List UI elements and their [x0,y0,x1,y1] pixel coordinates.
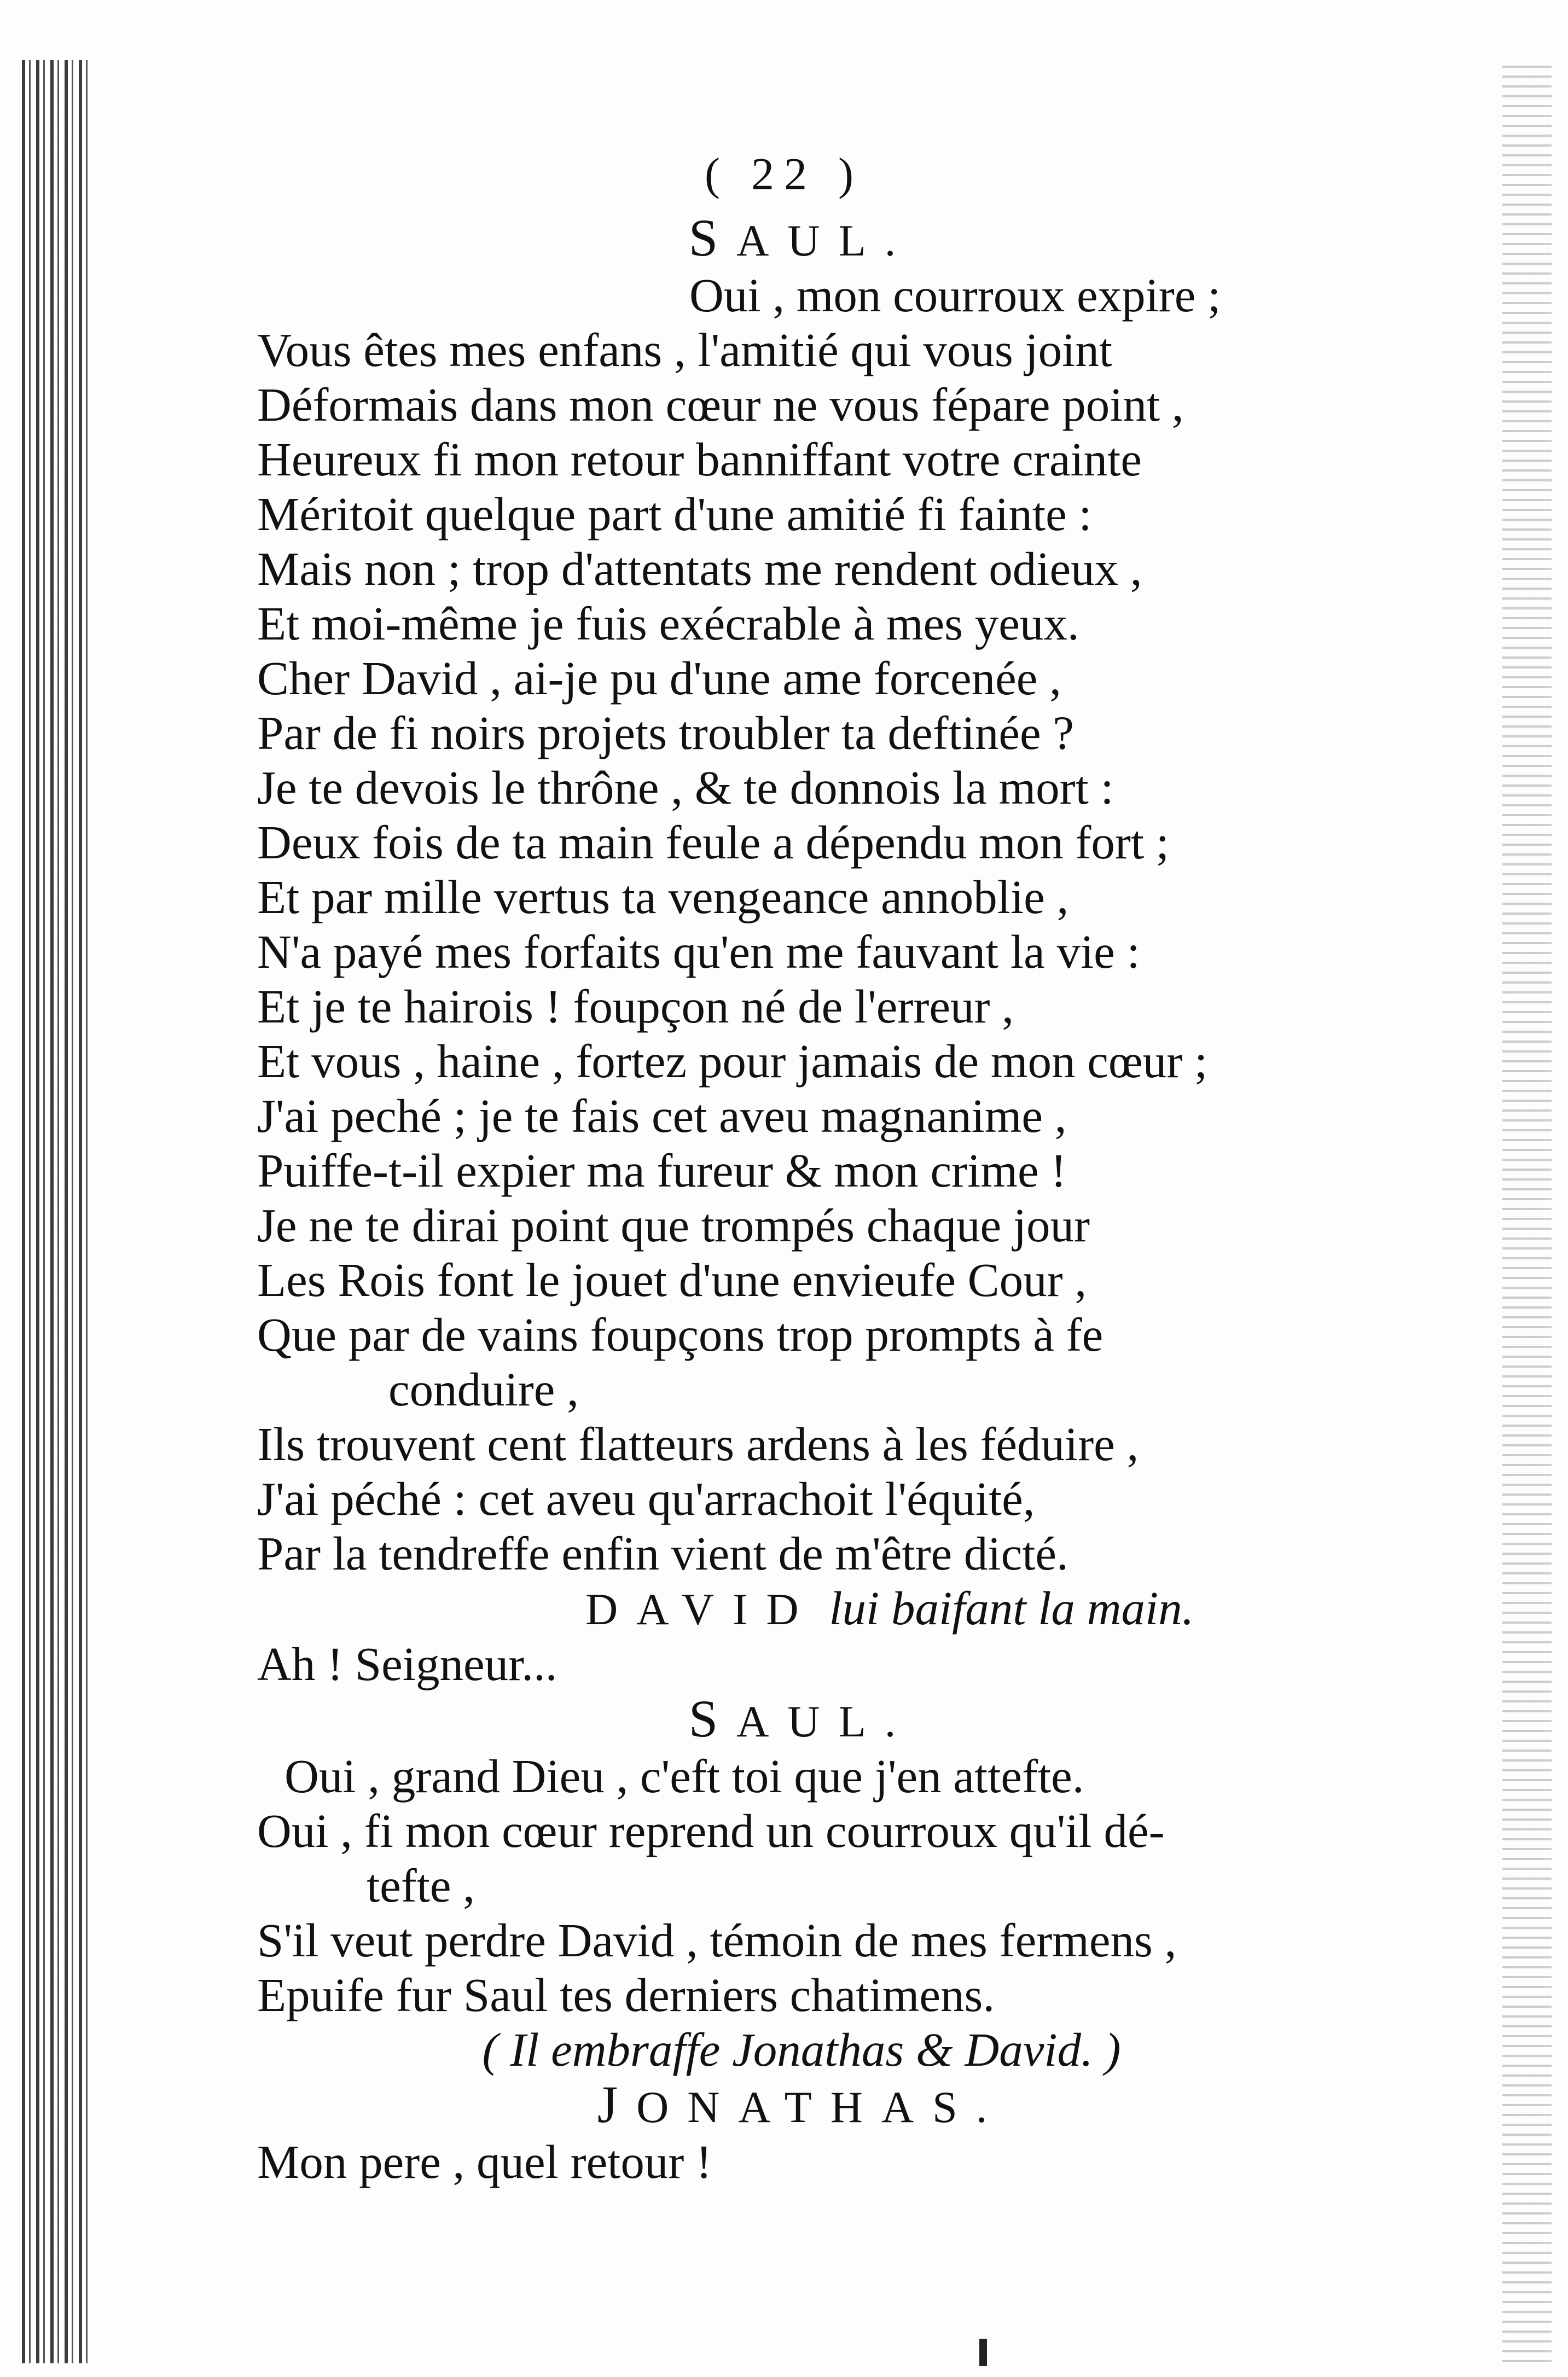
verse-line: Puiffe-t-il expier ma fureur & mon crime ! [257,1144,1067,1197]
verse-line: Par la tendreffe enfin vient de m'être dicté. [257,1527,1068,1580]
verse-line: Et vous , haine , fortez pour jamais de mon cœur ; [257,1035,1208,1088]
speaker-with-direction [257,1581,1346,1637]
verse-line: Je te devois le thrône , & te donnois la mort : [257,761,1114,814]
verse-line: Et je te hairois ! foupçon né de l'erreur , [257,980,1014,1033]
print-mark [979,2339,987,2366]
verse-line: Heureux fi mon retour banniffant votre crainte [257,433,1142,486]
verse-line: Oui , mon courroux expire ; [689,269,1221,322]
speaker-name: JONATHAS. [597,2075,1006,2134]
verse-line: Et moi-même je fuis exécrable à mes yeux. [257,597,1079,650]
verse-line: J'ai péché : cet aveu qu'arrachoit l'équité, [257,1472,1035,1525]
verse-line: Ah ! Seigneur... [257,1637,557,1690]
play-text [257,208,1346,2189]
stage-direction: ( Il embraffe Jonathas & David. ) [482,2023,1121,2076]
verse-line: Mais non ; trop d'attentats me rendent odieux , [257,542,1142,595]
verse-line: N'a payé mes forfaits qu'en me fauvant la vie : [257,925,1140,978]
verse-line: Déformais dans mon cœur ne vous fépare point , [257,378,1184,431]
stage-direction: lui baifant la main. [829,1582,1194,1635]
binding-edge-left [22,60,88,2363]
verse-line: Méritoit quelque part d'une amitié fi fainte : [257,487,1092,541]
verse-line: tefte , [367,1859,475,1912]
verse-line: J'ai peché ; je te fais cet aveu magnanime , [257,1089,1067,1142]
verse-line: Deux fois de ta main feule a dépendu mon fort ; [257,816,1169,869]
verse-line: Que par de vains foupçons trop prompts à fe [257,1308,1104,1361]
verse-line: Ils trouvent cent flatteurs ardens à les féduire , [257,1417,1139,1471]
verse-line: conduire , [388,1363,579,1416]
speaker-name: DAVID [585,1584,817,1634]
verse-line: Oui , fi mon cœur reprend un courroux qu'il dé- [257,1804,1165,1857]
verse-line: Oui , grand Dieu , c'eft toi que j'en attefte. [284,1750,1084,1803]
speaker-name: SAUL. [688,208,915,267]
verse-line: Epuife fur Saul tes derniers chatimens. [257,1968,995,2021]
page-number: ( 22 ) [705,149,863,200]
verse-line: Vous êtes mes enfans , l'amitié qui vous joint [257,323,1112,376]
verse-line: Cher David , ai-je pu d'une ame forcenée , [257,652,1061,705]
binding-edge-right [1502,66,1552,2363]
verse-line: Les Rois font le jouet d'une envieufe Cour , [257,1253,1087,1306]
speaker-name: SAUL. [688,1689,915,1748]
verse-line: Je ne te dirai point que trompés chaque jour [257,1199,1090,1252]
verse-line: Mon pere , quel retour ! [257,2135,712,2188]
verse-line: Par de fi noirs projets troubler ta deftinée ? [257,706,1074,759]
verse-line: S'il veut perdre David , témoin de mes fermens , [257,1914,1177,1967]
verse-line: Et par mille vertus ta vengeance annoblie , [257,870,1069,923]
